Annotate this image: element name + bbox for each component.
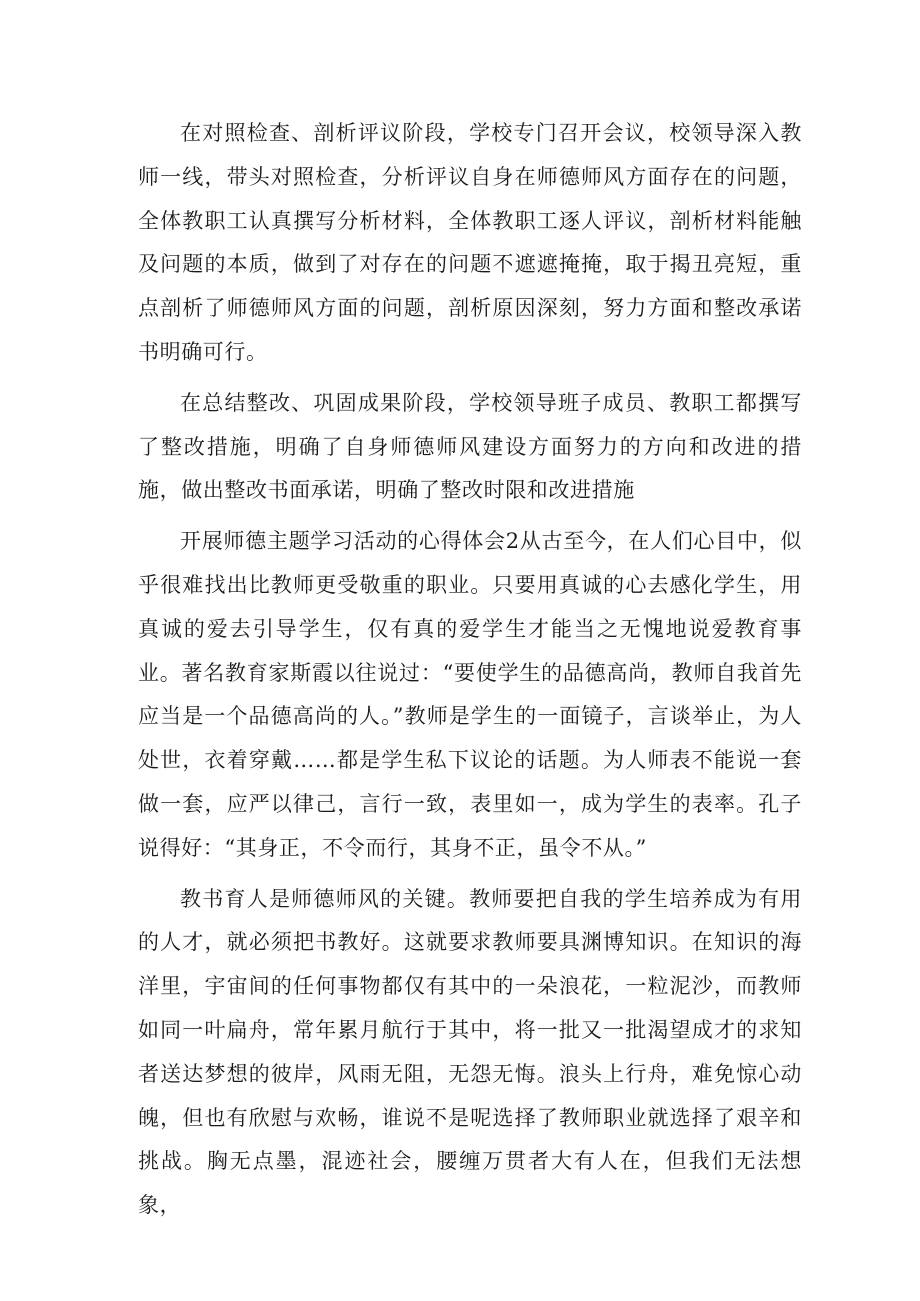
paragraph-1: 在对照检查、剖析评议阶段，学校专门召开会议，校领导深入教师一线，带头对照检查，分析评议自身在师德师风方面存在的问题，全体教职工认真撰写分析材料，全体教职工逐人评议，剖析材料能触及问题的本质，做到了对存在的问题不遮遮掩掩，取于揭丑亮短，重点剖析了师德师风方面的问题，剖析原因深刻，努力方面和整改承诺书明确可行。 [138,121,802,364]
paragraph-3: 开展师德主题学习活动的心得体会2从古至今，在人们心目中，似乎很难找出比教师更受敬重的职业。只要用真诚的心去感化学生，用真诚的爱去引导学生，仅有真的爱学生才能当之无愧地说爱教育事业。著名教育家斯霞以往说过：“要使学生的品德高尚，教师自我首先应当是一个品德高尚的人。”教师是学生的一面镜子，言谈举止，为人处世，衣着穿戴……都是学生私下议论的话题。为人师表不能说一套做一套，应严以律己，言行一致，表里如一，成为学生的表率。孔子说得好：“其身正，不令而行，其身不正，虽令不从。” [138,529,802,860]
document-body [138,112,802,1235]
paragraph-2: 在总结整改、巩固成果阶段，学校领导班子成员、教职工都撰写了整改措施，明确了自身师德师风建设方面努力的方向和改进的措施，做出整改书面承诺，明确了整改时限和改进措施 [138,390,802,503]
paragraph-4: 教书育人是师德师风的关键。教师要把自我的学生培养成为有用的人才，就必须把书教好。这就要求教师要具渊博知识。在知识的海洋里，宇宙间的任何事物都仅有其中的一朵浪花，一粒泥沙，而教师如同一叶扁舟，常年累月航行于其中，将一批又一批渴望成才的求知者送达梦想的彼岸，风雨无阻，无怨无悔。浪头上行舟，难免惊心动魄，但也有欣慰与欢畅，谁说不是呢选择了教师职业就选择了艰辛和挑战。胸无点墨，混迹社会，腰缠万贯者大有人在，但我们无法想象， [138,886,802,1218]
